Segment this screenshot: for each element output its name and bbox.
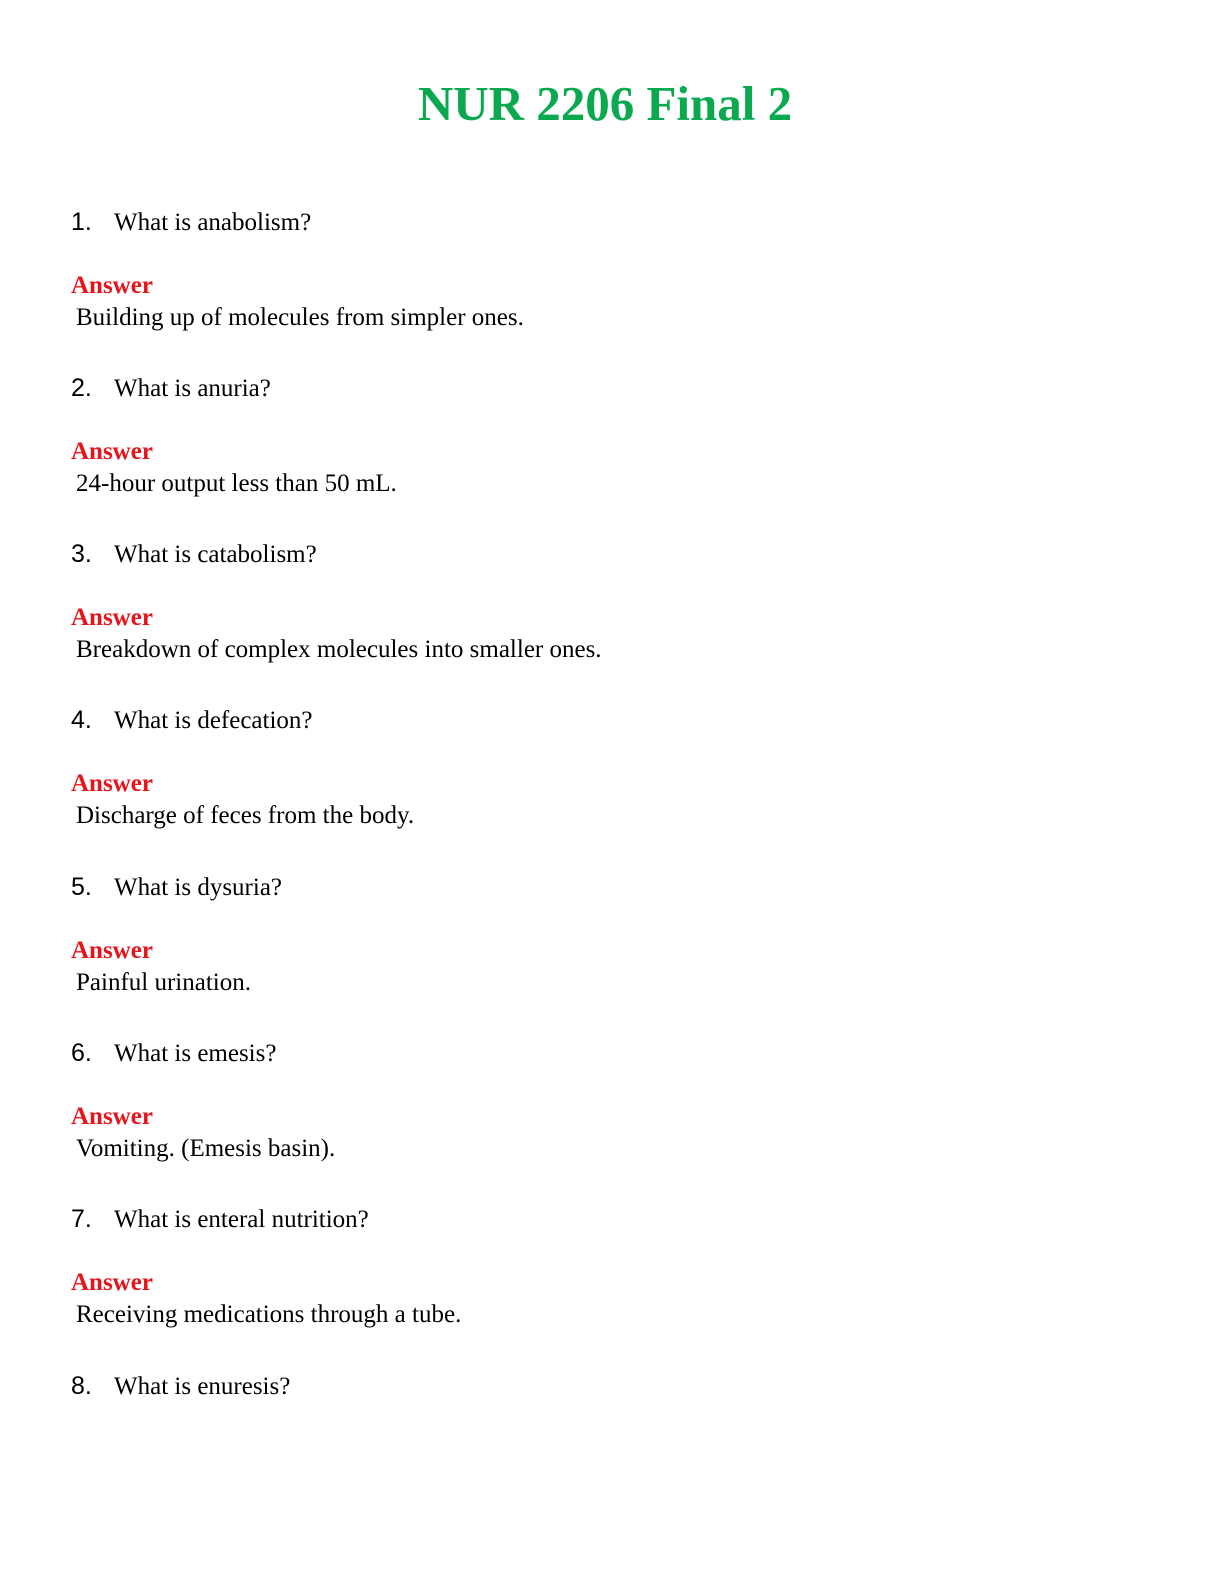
answer-text: Building up of molecules from simpler ones. — [76, 304, 524, 331]
question-text: What is defecation? — [114, 707, 313, 734]
question-number: 6. — [71, 1039, 92, 1067]
answer-label: Answer — [71, 770, 153, 797]
answer-label: Answer — [71, 1103, 153, 1130]
question — [71, 1203, 369, 1239]
question-text: What is catabolism? — [114, 541, 317, 568]
question-text: What is anabolism? — [114, 209, 312, 236]
question-number: 3. — [71, 540, 92, 568]
answer-label: Answer — [71, 272, 153, 299]
answer-text: Receiving medications through a tube. — [76, 1301, 462, 1328]
question — [71, 538, 317, 574]
question-text: What is anuria? — [114, 375, 271, 402]
question-number: 1. — [71, 208, 92, 236]
question — [71, 1370, 290, 1406]
answer-label: Answer — [71, 1269, 153, 1296]
question-number: 2. — [71, 374, 92, 402]
answer-text: Vomiting. (Emesis basin). — [76, 1135, 336, 1162]
question-number: 5. — [71, 873, 92, 901]
question-number: 7. — [71, 1205, 92, 1233]
question-text: What is emesis? — [114, 1040, 277, 1067]
question — [71, 871, 282, 907]
question-number: 4. — [71, 706, 92, 734]
question — [71, 206, 311, 242]
answer-text: Breakdown of complex molecules into smaller ones. — [76, 636, 602, 663]
question — [71, 1037, 276, 1073]
question-text: What is dysuria? — [114, 874, 283, 901]
answer-label: Answer — [71, 438, 153, 465]
answer-text: 24-hour output less than 50 mL. — [76, 470, 397, 497]
answer-label: Answer — [71, 937, 153, 964]
question-number: 8. — [71, 1372, 92, 1400]
page-title: NUR 2206 Final 2 — [417, 76, 793, 131]
answer-text: Painful urination. — [76, 969, 251, 996]
answer-text: Discharge of feces from the body. — [76, 802, 415, 829]
question — [71, 372, 271, 408]
question — [71, 704, 313, 740]
question-text: What is enteral nutrition? — [114, 1206, 369, 1233]
question-text: What is enuresis? — [114, 1373, 291, 1400]
answer-label: Answer — [71, 604, 153, 631]
